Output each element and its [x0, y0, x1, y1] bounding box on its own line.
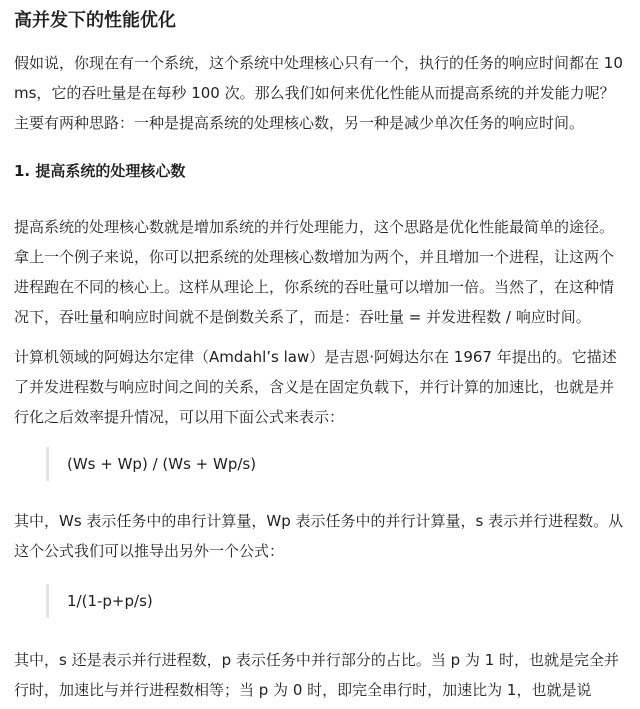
section-heading: 1. 提高系统的处理核心数 [14, 162, 186, 180]
article-title: 高并发下的性能优化 [14, 10, 176, 31]
paragraph-formula-explain: 其中，Ws 表示任务中的串行计算量，Wp 表示任务中的并行计算量，s 表示并行进程数。从这个公式我们可以推导出另外一个公式： [14, 512, 624, 560]
paragraph-parallel-ratio: 其中，s 还是表示并行进程数，p 表示任务中并行部分的占比。当 p 为 1 时，也就是完全并行时，加速比与并行进程数相等；当 p 为 0 时，即完全串行时，加速比为 1，也就是说 [14, 651, 620, 699]
formula-speedup: (Ws + Wp) / (Ws + Wp/s) [46, 447, 256, 481]
paragraph-amdahl-law: 计算机领域的阿姆达尔定律（Amdahl’s law）是吉恩·阿姆达尔在 1967 年提出的。它描述了并发进程数与响应时间之间的关系，含义是在固定负载下，并行计算的加速比，也就是并行化之后效率提升情况，可以用下面公式来表示： [14, 348, 617, 426]
intro-paragraph: 假如说，你现在有一个系统，这个系统中处理核心只有一个，执行的任务的响应时间都在 10ms，它的吞吐量是在每秒 100 次。那么我们如何来优化性能从而提高系统的并发能力呢？主要有两种思路：一种是提高系统的处理核心数，另一种是减少单次任务的响应时间。 [14, 54, 623, 132]
paragraph-core-count: 提高系统的处理核心数就是增加系统的并行处理能力，这个思路是优化性能最简单的途径。拿上一个例子来说，你可以把系统的处理核心数增加为两个，并且增加一个进程，让这两个进程跑在不同的核心上。这样从理论上，你系统的吞吐量可以增加一倍。当然了，在这种情况下，吞吐量和响应时间就不是倒数关系了，而是：吞吐量 = 并发进程数 / 响应时间。 [14, 218, 615, 326]
formula-derived: 1/(1-p+p/s) [46, 584, 153, 618]
